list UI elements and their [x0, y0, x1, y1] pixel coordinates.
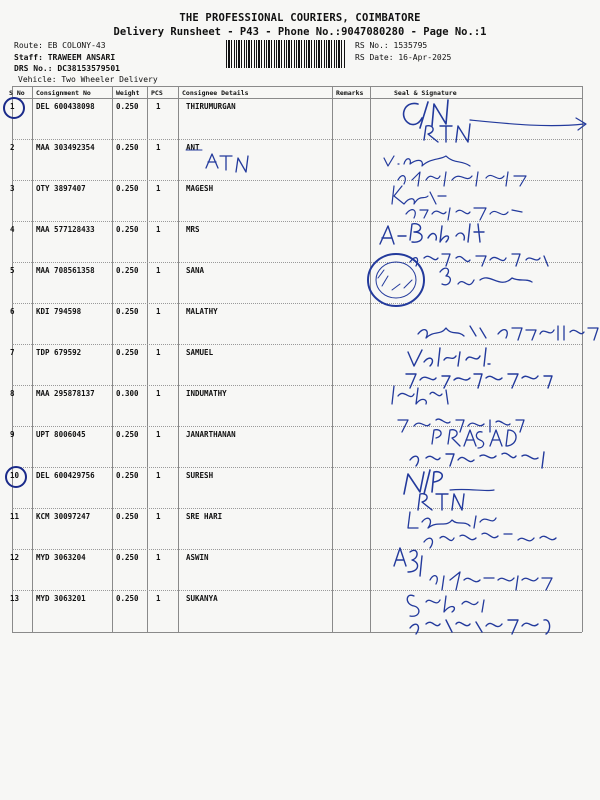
cell-consignment-no: MAA 295878137	[36, 389, 95, 398]
cell-pcs: 1	[156, 225, 161, 234]
cell-pcs: 1	[156, 553, 161, 562]
cell-consignee: SANA	[186, 266, 205, 275]
cell-sno: 5	[10, 266, 15, 275]
row-divider	[12, 508, 582, 510]
column-header-consignment: Consignment No	[36, 89, 91, 97]
cell-sno: 12	[10, 553, 20, 562]
cell-consignee: JANARTHANAN	[186, 430, 236, 439]
vehicle-text: Vehicle: Two Wheeler Delivery	[18, 75, 158, 84]
cell-weight: 0.300	[116, 389, 139, 398]
signature-row-13	[407, 595, 549, 634]
cell-consignee: SRE HARI	[186, 512, 223, 521]
signature-row-5	[440, 268, 532, 285]
cell-sno: 7	[10, 348, 15, 357]
route-text: Route: EB COLONY-43	[14, 41, 106, 50]
cell-sno: 6	[10, 307, 15, 316]
cell-weight: 0.250	[116, 184, 139, 193]
cell-consignee: SUKANYA	[186, 594, 218, 603]
cell-consignee: MAGESH	[186, 184, 214, 193]
column-header-consignee: Consignee Details	[182, 89, 249, 97]
cell-consignment-no: KDI 794598	[36, 307, 82, 316]
cell-weight: 0.250	[116, 430, 139, 439]
cell-sno: 9	[10, 430, 15, 439]
cell-consignee: MALATHY	[186, 307, 218, 316]
row-divider	[12, 262, 582, 264]
cell-weight: 0.250	[116, 225, 139, 234]
row-divider	[12, 303, 582, 305]
row-divider	[12, 385, 582, 387]
cell-pcs: 1	[156, 594, 161, 603]
cell-weight: 0.250	[116, 512, 139, 521]
cell-weight: 0.250	[116, 307, 139, 316]
table-header-border	[12, 98, 582, 99]
cell-weight: 0.250	[116, 348, 139, 357]
cell-consignee: SURESH	[186, 471, 214, 480]
cell-pcs: 1	[156, 348, 161, 357]
cell-weight: 0.250	[116, 594, 139, 603]
table-bottom-border	[12, 632, 582, 633]
row-divider	[12, 426, 582, 428]
cell-consignee: ANT	[186, 143, 200, 152]
column-header-seal: Seal & Signature	[394, 89, 457, 97]
cell-weight: 0.250	[116, 471, 139, 480]
signature-row-6	[418, 326, 598, 340]
cell-weight: 0.250	[116, 102, 139, 111]
row-divider	[12, 467, 582, 469]
cell-consignee: INDUMATHY	[186, 389, 227, 398]
row-divider	[12, 180, 582, 182]
cell-consignment-no: UPT 8006045	[36, 430, 86, 439]
cell-consignment-no: MAA 303492354	[36, 143, 95, 152]
column-header-weight: Weight	[116, 89, 140, 97]
column-header-remarks: Remarks	[336, 89, 364, 97]
signature-row-4	[380, 224, 548, 266]
cell-pcs: 1	[156, 389, 161, 398]
drs-value: DC38153579501	[57, 64, 120, 73]
cell-weight: 0.250	[116, 553, 139, 562]
cell-consignee: SAMUEL	[186, 348, 214, 357]
cell-consignment-no: MYD 3063204	[36, 553, 86, 562]
cell-sno: 3	[10, 184, 15, 193]
signature-row-11	[408, 512, 556, 548]
row-divider	[12, 590, 582, 592]
row-divider	[12, 344, 582, 346]
circle-mark-row-10	[5, 466, 27, 488]
cell-pcs: 1	[156, 307, 161, 316]
company-title: THE PROFESSIONAL COURIERS, COIMBATORE	[179, 12, 421, 24]
rs-number: RS No.: 1535795	[355, 41, 428, 50]
cell-consignment-no: OTY 3897407	[36, 184, 86, 193]
runsheet-subtitle: Delivery Runsheet - P43 - Phone No.:9047080280 - Page No.:1	[113, 26, 487, 38]
cell-consignment-no: MAA 577128433	[36, 225, 95, 234]
column-header-sno: S No	[9, 89, 25, 97]
staff-label: Staff:	[14, 53, 43, 62]
cell-sno: 1	[10, 102, 15, 111]
cell-sno: 4	[10, 225, 15, 234]
cell-pcs: 1	[156, 184, 161, 193]
cell-consignment-no: KCM 30097247	[36, 512, 91, 521]
cell-consignment-no: MAA 708561358	[36, 266, 95, 275]
circle-mark-row-1	[3, 97, 25, 119]
signature-row-12	[394, 548, 552, 590]
signature-row-3	[392, 186, 522, 220]
cell-sno: 11	[10, 512, 20, 521]
cell-pcs: 1	[156, 512, 161, 521]
staff-value: TRAWEEM ANSARI	[47, 53, 116, 62]
signature-row-7	[406, 348, 552, 388]
cell-pcs: 1	[156, 430, 161, 439]
cell-sno: 2	[10, 143, 15, 152]
cell-sno: 8	[10, 389, 15, 398]
cell-consignee: ASWIN	[186, 553, 209, 562]
row-divider	[12, 139, 582, 141]
cell-pcs: 1	[156, 143, 161, 152]
signature-row-10	[404, 470, 494, 510]
cell-pcs: 1	[156, 266, 161, 275]
row-divider	[12, 549, 582, 551]
barcode	[226, 40, 346, 68]
cell-sno: 10	[10, 471, 20, 480]
cell-consignment-no: TDP 679592	[36, 348, 82, 357]
cell-pcs: 1	[156, 471, 161, 480]
column-header-pcs: PCS	[151, 89, 163, 97]
cell-consignment-no: DEL 600429756	[36, 471, 95, 480]
table-top-border	[12, 86, 582, 87]
signature-row-1	[404, 100, 586, 142]
cell-consignee: MRS	[186, 225, 200, 234]
cell-consignment-no: DEL 600438098	[36, 102, 95, 111]
cell-consignment-no: MYD 3063201	[36, 594, 86, 603]
cell-sno: 13	[10, 594, 20, 603]
cell-weight: 0.250	[116, 143, 139, 152]
cell-consignee: THIRUMURGAN	[186, 102, 236, 111]
drs-label: DRS No.:	[14, 64, 53, 73]
row-divider	[12, 221, 582, 223]
column-divider	[582, 86, 583, 632]
cell-weight: 0.250	[116, 266, 139, 275]
signature-row-9	[410, 430, 544, 468]
rs-date: RS Date: 16-Apr-2025	[355, 53, 452, 62]
cell-pcs: 1	[156, 102, 161, 111]
